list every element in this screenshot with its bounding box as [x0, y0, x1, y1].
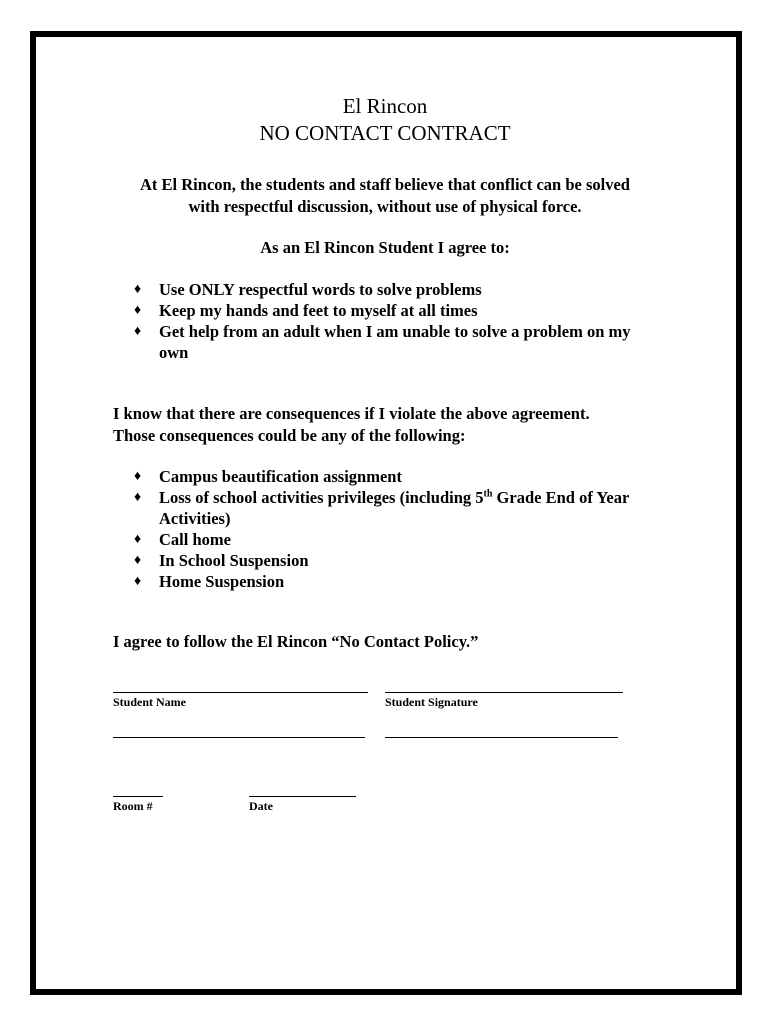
- date-line[interactable]: [249, 796, 356, 797]
- list-item: ♦ Keep my hands and feet to myself at all times: [134, 301, 478, 320]
- room-number-line[interactable]: [113, 796, 163, 797]
- blank-line-left[interactable]: [113, 737, 365, 738]
- agree-heading: As an El Rincon Student I agree to:: [260, 238, 510, 257]
- diamond-bullet-icon: ♦: [134, 490, 142, 505]
- list-item: ♦ In School Suspension: [134, 551, 309, 570]
- intro-paragraph: [0, 174, 770, 218]
- document-title: NO CONTACT CONTRACT: [259, 121, 511, 145]
- student-name-label: Student Name: [113, 695, 187, 709]
- consequences-intro-line-2: Those consequences could be any of the following:: [113, 426, 466, 445]
- student-name-line[interactable]: [113, 692, 368, 693]
- school-name: El Rincon: [342, 94, 428, 118]
- list-item: ♦ Get help from an adult when I am unable to solve a problem on my own: [134, 322, 631, 362]
- list-item: ♦ Home Suspension: [134, 572, 285, 591]
- intro-line-2: with respectful discussion, without use of physical force.: [188, 197, 582, 216]
- blank-line-right[interactable]: [385, 737, 618, 738]
- student-signature-label: Student Signature: [385, 695, 478, 709]
- agreement-list: [134, 279, 654, 363]
- list-item: ♦ Use ONLY respectful words to solve problems: [134, 280, 482, 299]
- diamond-bullet-icon: ♦: [134, 553, 142, 568]
- consequences-list: [134, 466, 654, 592]
- intro-line-1: At El Rincon, the students and staff believe that conflict can be solved: [140, 175, 630, 194]
- list-item: ♦ Loss of school activities privileges (including 5th Grade End of Year Activities): [134, 488, 630, 528]
- diamond-bullet-icon: ♦: [134, 532, 142, 547]
- list-item: ♦ Call home: [134, 530, 231, 549]
- final-statement: I agree to follow the El Rincon “No Contact Policy.”: [113, 632, 479, 651]
- diamond-bullet-icon: ♦: [134, 324, 142, 339]
- list-item: ♦ Campus beautification assignment: [134, 467, 402, 486]
- student-signature-line[interactable]: [385, 692, 623, 693]
- diamond-bullet-icon: ♦: [134, 303, 142, 318]
- date-label: Date: [249, 799, 273, 813]
- diamond-bullet-icon: ♦: [134, 282, 142, 297]
- consequences-intro-line-1: I know that there are consequences if I violate the above agreement.: [113, 404, 590, 423]
- diamond-bullet-icon: ♦: [134, 574, 142, 589]
- consequences-intro: [113, 403, 590, 447]
- room-number-label: Room #: [113, 799, 153, 813]
- diamond-bullet-icon: ♦: [134, 469, 142, 484]
